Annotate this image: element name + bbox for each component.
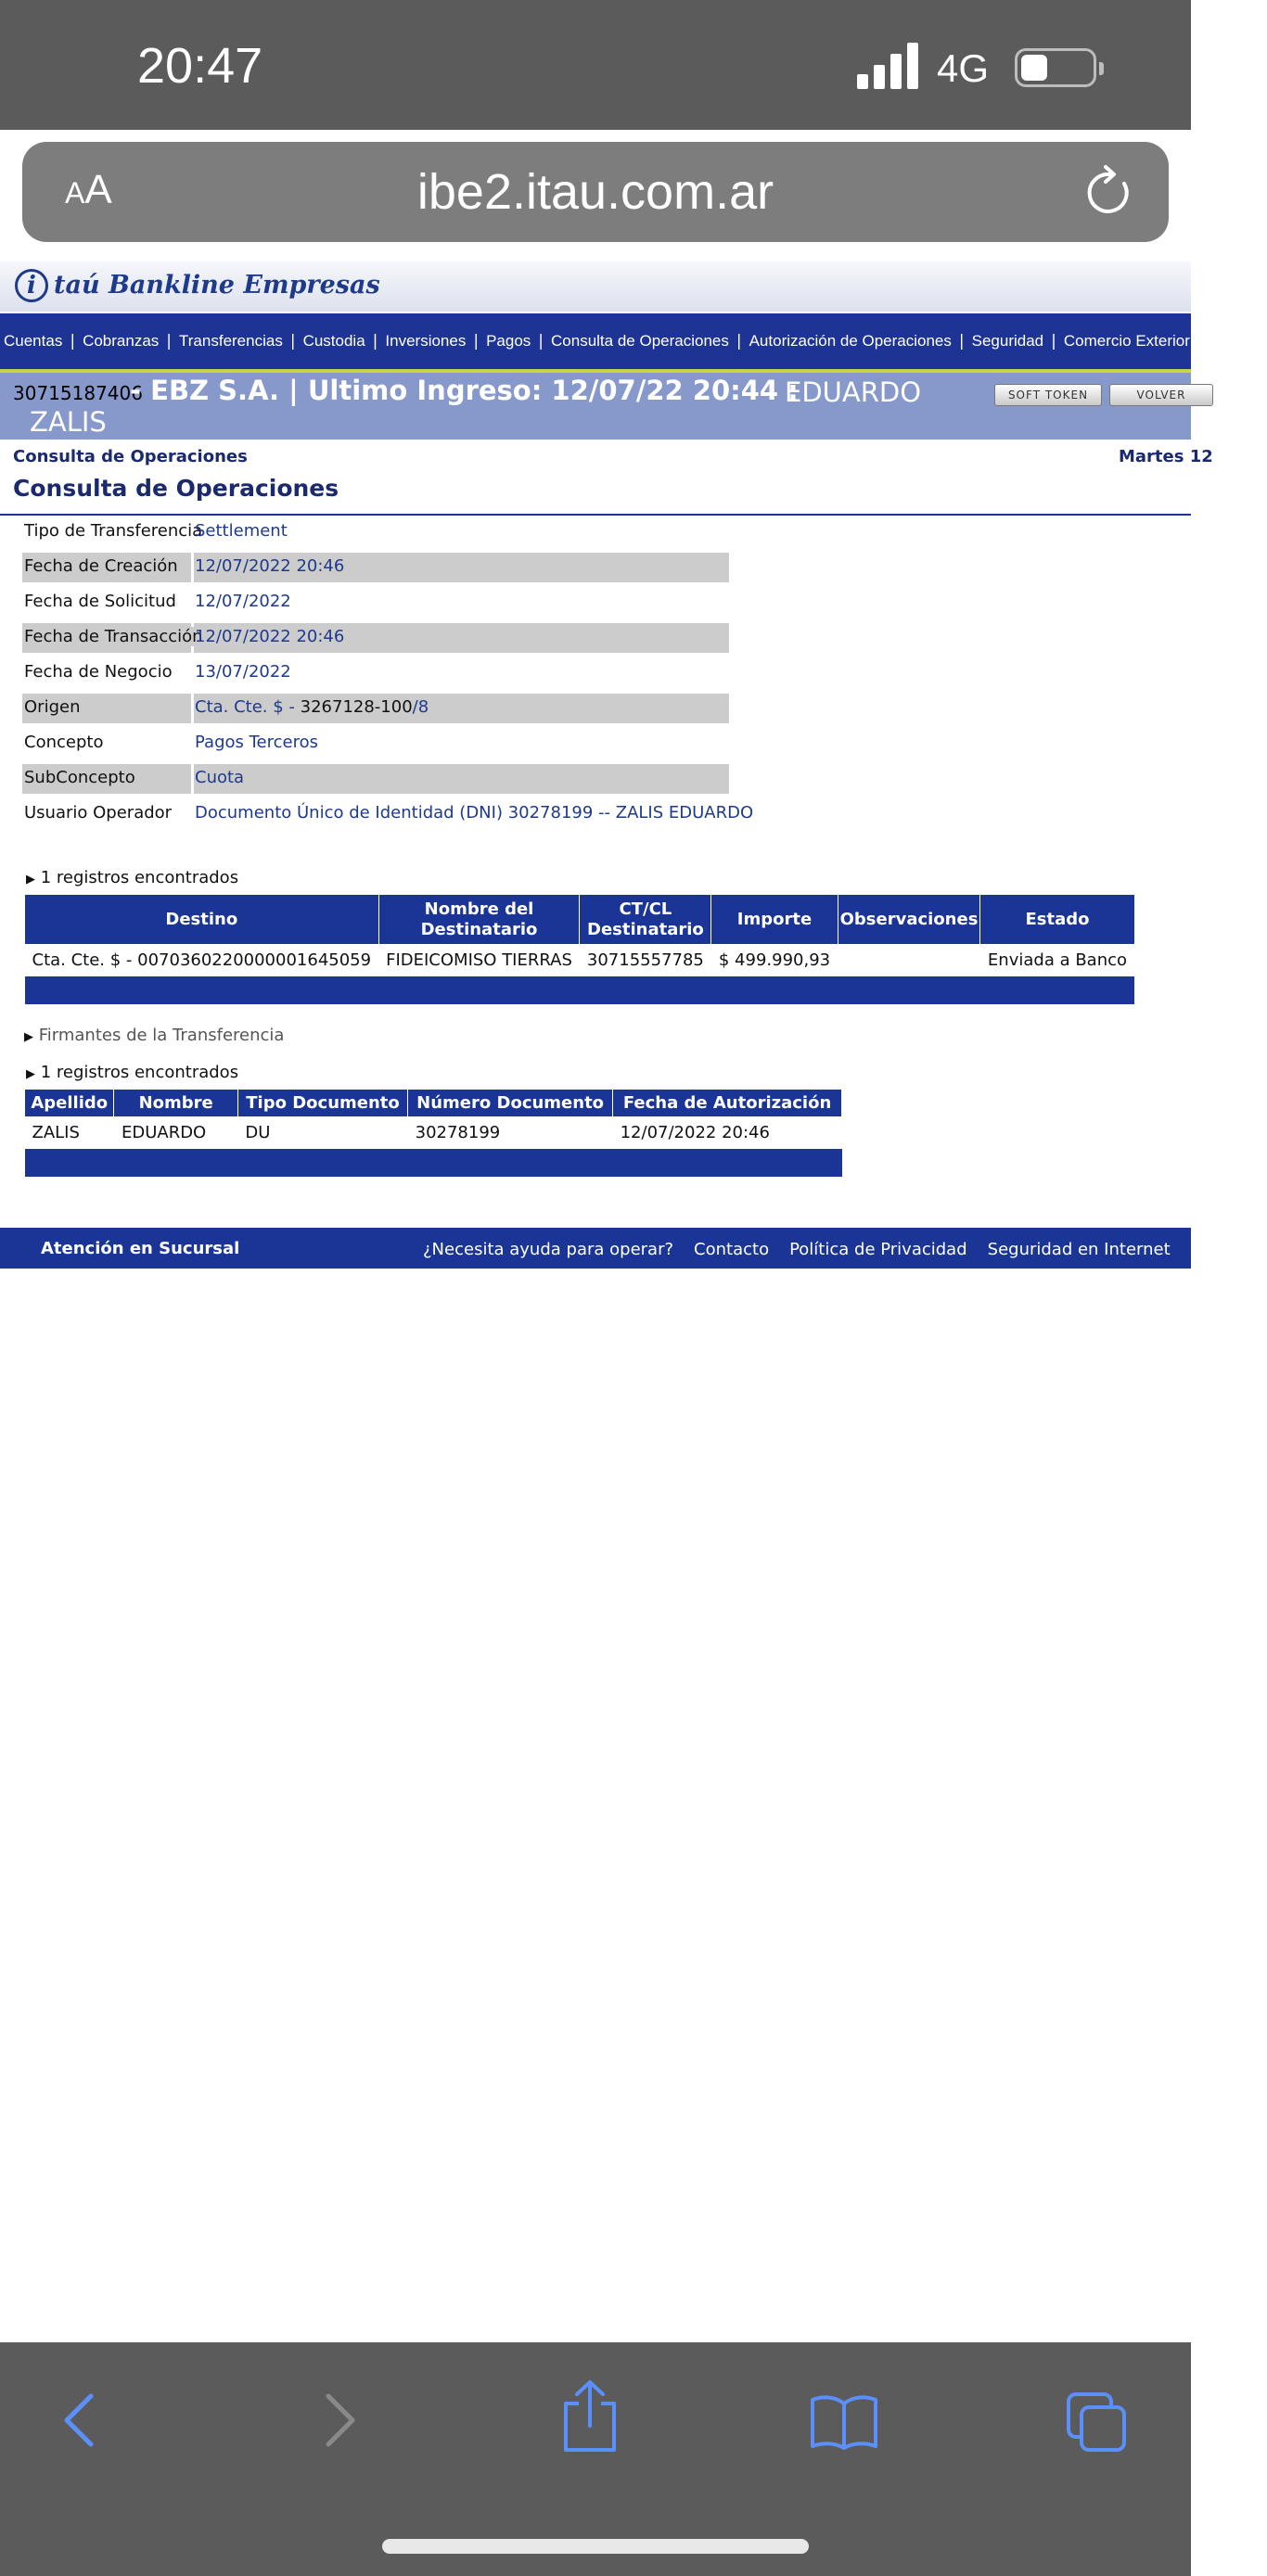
nav-more[interactable]: Se — [1209, 332, 1230, 350]
nav-autorizacion-operaciones[interactable]: Autorización de Operaciones — [749, 332, 952, 350]
detail-label: SubConcepto — [24, 768, 135, 787]
cell-nombre: EDUARDO — [121, 1123, 207, 1143]
detail-row-origen — [22, 694, 729, 723]
nav-custodia[interactable]: Custodia — [302, 332, 365, 350]
detail-value: 12/07/2022 20:46 — [195, 627, 345, 646]
footer-atencion-sucursal[interactable]: Atención en Sucursal — [41, 1239, 240, 1258]
origen-suffix: /8 — [412, 697, 429, 717]
nav-inversiones[interactable]: Inversiones — [385, 332, 467, 350]
nav-cobranzas[interactable]: Cobranzas — [83, 332, 160, 350]
footer-link-consejos[interactable]: Consej — [1190, 1240, 1248, 1259]
footer-link-ayuda[interactable]: ¿Necesita ayuda para operar? — [423, 1240, 674, 1259]
forward-icon[interactable] — [319, 2392, 360, 2448]
col-estado: Estado — [980, 895, 1134, 945]
detail-row-subconcepto — [22, 764, 729, 794]
col-observaciones: Observaciones — [838, 895, 980, 945]
detail-value: Documento Único de Identidad (DNI) 30278199 -- ZALIS EDUARDO — [195, 803, 754, 823]
signal-icon — [857, 41, 922, 89]
battery-icon — [1015, 48, 1096, 87]
nav-consulta-operaciones[interactable]: Consulta de Operaciones — [551, 332, 729, 350]
destinos-count — [26, 868, 238, 887]
destinos-table — [24, 894, 1135, 1004]
footer-link-contacto[interactable]: Contacto — [694, 1240, 770, 1259]
cell-importe: $ 499.990,93 — [718, 950, 831, 971]
bookmarks-icon[interactable] — [809, 2394, 879, 2450]
current-date: Martes 12 — [1119, 447, 1213, 466]
nav-transferencias[interactable]: Transferencias — [179, 332, 283, 350]
cell-fecha-autorizacion: 12/07/2022 20:46 — [620, 1123, 770, 1143]
cell-tipo-doc: DU — [245, 1123, 271, 1143]
firmantes-count-label: 1 registros encontrados — [40, 1063, 239, 1082]
nav-seguridad[interactable]: Seguridad — [971, 332, 1044, 350]
detail-value — [195, 697, 429, 717]
detail-label: Fecha de Solicitud — [24, 592, 176, 611]
detail-label: Tipo de Transferencia — [24, 521, 203, 541]
detail-row-negocio — [22, 658, 729, 688]
title-divider — [0, 514, 1191, 516]
nav-cuentas[interactable]: Cuentas — [4, 332, 63, 350]
cell-apellido: ZALIS — [32, 1123, 80, 1143]
firmantes-table — [24, 1089, 842, 1177]
col-destino: Destino — [25, 895, 379, 945]
detail-row-solicitud — [22, 588, 729, 618]
detail-value: 13/07/2022 — [195, 662, 291, 682]
cell-ctcl: 30715557785 — [586, 950, 704, 971]
home-indicator[interactable] — [382, 2539, 809, 2554]
status-time: 20:47 — [137, 38, 263, 94]
detail-label: Concepto — [24, 733, 104, 752]
detail-label: Fecha de Negocio — [24, 662, 173, 682]
text-size-small-a: A — [65, 176, 85, 210]
table-footer-bar — [25, 976, 1135, 1004]
origen-number: 3267128-100 — [300, 697, 413, 717]
detail-value: Cuota — [195, 768, 245, 787]
triangle-right-icon: ▶ — [24, 1030, 33, 1044]
detail-label: Fecha de Transacción — [24, 627, 203, 646]
col-numero-documento: Número Documento — [408, 1090, 613, 1117]
detail-row-usuario — [22, 799, 754, 829]
main-nav: Cuentas | Cobranzas | Transferencias | Custodia | Inversiones | Pagos | Consulta de Operaciones | Autorización de Operaciones | Seguridad | Comercio Exterior | Se — [0, 313, 1191, 373]
text-size-large-a: A — [84, 167, 112, 212]
col-nombre-destinatario: Nombre del Destinatario — [378, 895, 580, 945]
table-row — [25, 945, 1135, 976]
detail-value: 12/07/2022 20:46 — [195, 556, 345, 576]
reload-icon[interactable] — [1083, 165, 1135, 221]
nav-pagos[interactable]: Pagos — [486, 332, 531, 350]
origen-prefix: Cta. Cte. $ - — [195, 697, 301, 717]
detail-value: Pagos Terceros — [195, 733, 318, 752]
company-last-login: - EBZ S.A. | Ultimo Ingreso: 12/07/22 20:44 : — [130, 375, 799, 406]
back-icon[interactable] — [59, 2392, 100, 2448]
share-icon[interactable] — [560, 2379, 620, 2454]
col-apellido: Apellido — [25, 1090, 114, 1117]
table-footer-bar — [25, 1149, 842, 1177]
detail-label: Origen — [24, 697, 81, 717]
triangle-right-icon: ▶ — [26, 1067, 35, 1081]
col-tipo-documento: Tipo Documento — [237, 1090, 407, 1117]
bank-logo-text: taú Bankline Empresas — [54, 271, 380, 300]
destinos-count-label: 1 registros encontrados — [40, 868, 239, 887]
page-title: Consulta de Operaciones — [13, 475, 339, 502]
firmantes-toggle[interactable] — [24, 1026, 284, 1045]
footer-link-privacidad[interactable]: Política de Privacidad — [789, 1240, 967, 1259]
cell-destino: Cta. Cte. $ - 0070360220000001645059 — [32, 950, 372, 971]
user-first-name: EDUARDO — [785, 376, 922, 408]
col-fecha-autorizacion: Fecha de Autorización — [613, 1090, 842, 1117]
detail-row-concepto — [22, 729, 729, 759]
detail-value: Settlement — [195, 521, 288, 541]
table-row — [25, 1117, 842, 1149]
col-importe: Importe — [711, 895, 838, 945]
breadcrumb: Consulta de Operaciones — [13, 447, 248, 466]
cell-observaciones — [838, 945, 980, 976]
footer-links — [423, 1240, 1267, 1259]
cell-nombre: FIDEICOMISO TIERRAS — [386, 950, 572, 971]
nav-comercio-exterior[interactable]: Comercio Exterior — [1063, 332, 1190, 350]
footer-link-seguridad[interactable]: Seguridad en Internet — [987, 1240, 1171, 1259]
itau-logo-icon: i — [15, 269, 48, 302]
detail-row-creacion — [22, 553, 729, 582]
firmantes-label: Firmantes de la Transferencia — [38, 1026, 285, 1045]
soft-token-button[interactable]: SOFT TOKEN — [994, 384, 1102, 406]
detail-label: Usuario Operador — [24, 803, 173, 823]
url-text[interactable]: ibe2.itau.com.ar — [416, 164, 774, 220]
firmantes-count — [26, 1063, 238, 1082]
tabs-icon[interactable] — [1065, 2391, 1130, 2454]
volver-button[interactable]: VOLVER — [1109, 384, 1213, 406]
account-number: 30715187406 — [13, 382, 143, 404]
detail-value: 12/07/2022 — [195, 592, 291, 611]
detail-label: Fecha de Creación — [24, 556, 178, 576]
detail-row-tipo — [22, 517, 729, 547]
detail-row-transaccion — [22, 623, 729, 653]
network-type: 4G — [937, 46, 990, 90]
cell-numero-doc: 30278199 — [415, 1123, 501, 1143]
cell-estado: Enviada a Banco — [987, 950, 1128, 971]
triangle-right-icon: ▶ — [26, 873, 35, 886]
col-nombre: Nombre — [114, 1090, 237, 1117]
user-last-name: ZALIS — [30, 406, 107, 438]
col-ctcl-destinatario: CT/CL Destinatario — [580, 895, 711, 945]
